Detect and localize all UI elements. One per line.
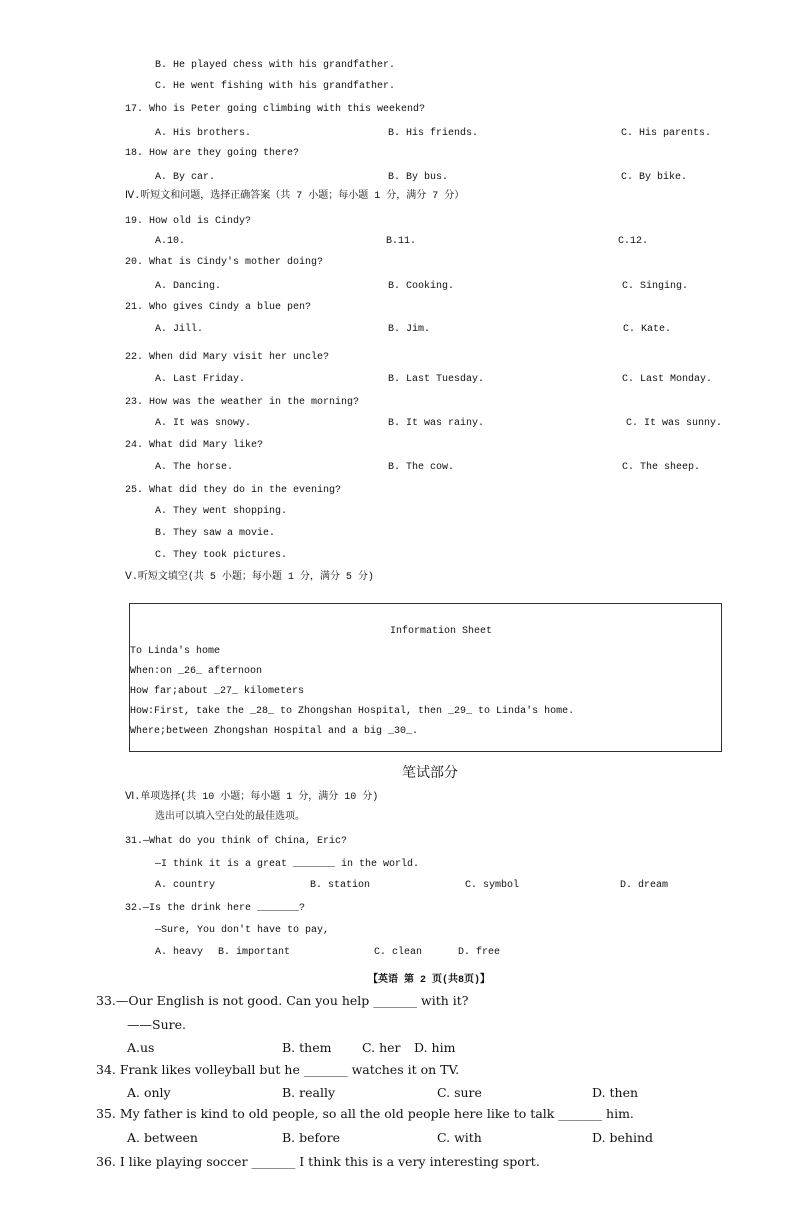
option-d: D. dream [620, 880, 669, 891]
option-a: A. country [155, 880, 216, 891]
section-5-heading: Ⅴ.听短文填空(共 5 小题；每小题 1 分，满分 5 分) [125, 572, 374, 583]
info-sheet-title: Information Sheet [390, 626, 493, 637]
option-d: D. then [592, 1085, 639, 1100]
option-c: C. Last Monday. [622, 374, 713, 385]
option-a: A. Jill. [155, 324, 204, 335]
section-6-heading: Ⅵ.单项选择(共 10 小题；每小题 1 分，满分 10 分) [125, 792, 379, 803]
info-row: To Linda's home [130, 646, 221, 657]
option-c: C. The sheep. [622, 462, 701, 473]
option-c: C. sure [437, 1085, 482, 1100]
option-b: B. Last Tuesday. [388, 374, 485, 385]
question-33-response: ——Sure. [127, 1017, 186, 1032]
option-a: A. Dancing. [155, 281, 222, 292]
option-b: B. important [218, 947, 291, 958]
question-23: 23. How was the weather in the morning? [125, 397, 360, 408]
option-c: C. By bike. [621, 172, 688, 183]
option-b: B. His friends. [388, 128, 479, 139]
section-6-instruction: 选出可以填入空白处的最佳选项。 [155, 812, 305, 823]
option-c: C. clean [374, 947, 423, 958]
option-c: C. They took pictures. [155, 550, 288, 561]
question-20: 20. What is Cindy's mother doing? [125, 257, 324, 268]
option-d: D. him [414, 1040, 456, 1055]
option-a: A. They went shopping. [155, 506, 288, 517]
option-b: B. It was rainy. [388, 418, 485, 429]
option-c: C. Singing. [622, 281, 689, 292]
option-b: B. before [282, 1130, 341, 1145]
info-row: Where;between Zhongshan Hospital and a big _30_. [130, 726, 419, 737]
option-a: A. Last Friday. [155, 374, 246, 385]
info-row: How far;about _27_ kilometers [130, 686, 305, 697]
option-b: B. They saw a movie. [155, 528, 276, 539]
option-b: B. Cooking. [388, 281, 455, 292]
question-21: 21. Who gives Cindy a blue pen? [125, 302, 312, 313]
option-c: C. with [437, 1130, 482, 1145]
option-c: C. her [362, 1040, 401, 1055]
question-19: 19. How old is Cindy? [125, 216, 252, 227]
question-24: 24. What did Mary like? [125, 440, 264, 451]
option-a: A. His brothers. [155, 128, 252, 139]
question-35: 35. My father is kind to old people, so all the old people here like to talk _______ him. [96, 1106, 634, 1121]
info-row: When:on _26_ afternoon [130, 666, 263, 677]
option-a: A.10. [155, 236, 186, 247]
question-31-response: —I think it is a great _______ in the world. [155, 859, 420, 870]
option-b: B. By bus. [388, 172, 449, 183]
option-a: A.us [127, 1040, 155, 1055]
question-17: 17. Who is Peter going climbing with this weekend? [125, 104, 426, 115]
question-31: 31.—What do you think of China, Eric? [125, 836, 348, 847]
option-c: C. Kate. [623, 324, 672, 335]
question-18: 18. How are they going there? [125, 148, 300, 159]
option-b: B.11. [386, 236, 417, 247]
option-b: B. Jim. [388, 324, 431, 335]
section-4-heading: Ⅳ.听短文和问题，选择正确答案（共 7 小题；每小题 1 分，满分 7 分） [125, 191, 465, 202]
option-a: A. between [127, 1130, 198, 1145]
option-c: C. symbol [465, 880, 520, 891]
option-b: B. them [282, 1040, 332, 1055]
option-a: A. The horse. [155, 462, 234, 473]
question-32-response: —Sure, You don't have to pay, [155, 925, 330, 936]
option-c: C. It was sunny. [626, 418, 723, 429]
option-a: A. It was snowy. [155, 418, 252, 429]
option-a: A. heavy [155, 947, 204, 958]
question-22: 22. When did Mary visit her uncle? [125, 352, 330, 363]
option-a: A. By car. [155, 172, 216, 183]
page-footer: 【英语 第 2 页(共8页)】 [368, 975, 491, 986]
written-part-heading: 笔试部分 [402, 765, 458, 781]
question-25: 25. What did they do in the evening? [125, 485, 342, 496]
option-line: B. He played chess with his grandfather. [155, 60, 396, 71]
option-b: B. really [282, 1085, 336, 1100]
option-line: C. He went fishing with his grandfather. [155, 81, 396, 92]
question-36: 36. I like playing soccer _______ I think this is a very interesting sport. [96, 1154, 540, 1169]
option-b: B. The cow. [388, 462, 455, 473]
question-34: 34. Frank likes volleyball but he _______ watches it on TV. [96, 1062, 460, 1077]
question-32: 32.—Is the drink here _______? [125, 903, 306, 914]
option-a: A. only [127, 1085, 171, 1100]
question-33: 33.—Our English is not good. Can you help _______ with it? [96, 993, 469, 1008]
option-c: C. His parents. [621, 128, 712, 139]
info-row: How:First, take the _28_ to Zhongshan Hospital, then _29_ to Linda's home. [130, 706, 575, 717]
option-d: D. free [458, 947, 501, 958]
option-b: B. station [310, 880, 371, 891]
option-c: C.12. [618, 236, 649, 247]
option-d: D. behind [592, 1130, 654, 1145]
